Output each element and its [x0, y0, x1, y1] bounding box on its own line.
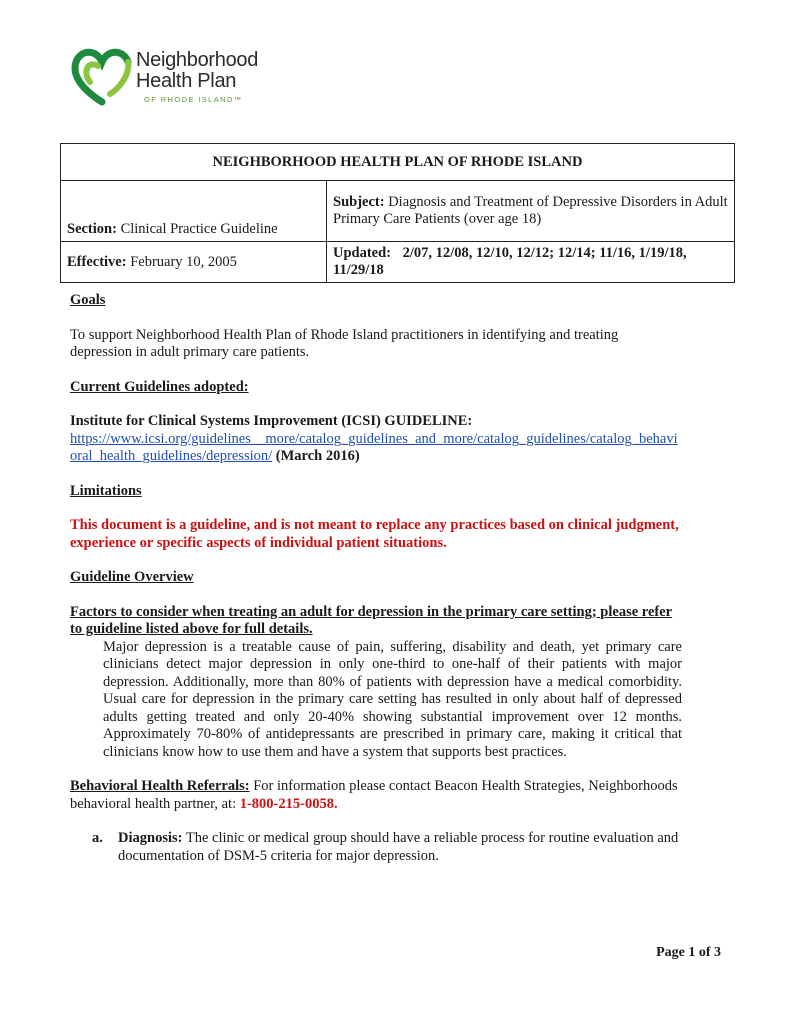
logo-name-line2: Health Plan: [136, 70, 237, 92]
referrals-text: For information please contact Beacon Health Strategies, Neighborhoods behavioral health partner, at:: [70, 778, 678, 812]
guideline-source: Institute for Clinical Systems Improvement (ICSI) GUIDELINE:: [70, 413, 473, 429]
overview-heading: Guideline Overview: [70, 569, 194, 585]
document-body: [70, 292, 682, 865]
referrals-heading: Behavioral Health Referrals:: [70, 778, 250, 794]
logo-name-line1: Neighborhood: [136, 49, 259, 71]
subject-value: Diagnosis and Treatment of Depressive Disorders in Adult Primary Care Patients (over age 18): [333, 194, 728, 227]
policy-header-table: [60, 143, 735, 283]
updated-cell: [327, 242, 735, 283]
referrals-paragraph: [70, 778, 682, 813]
section-value: Clinical Practice Guideline: [120, 221, 278, 237]
section-cell: [61, 181, 327, 242]
list-marker: a.: [92, 830, 103, 846]
factors-heading: Factors to consider when treating an adult for depression in the primary care setting; please refer to guideline listed above for full details.: [70, 603, 673, 637]
effective-label: Effective:: [67, 253, 127, 270]
subject-label: Subject:: [333, 194, 385, 210]
logo-heart-icon: [70, 44, 134, 108]
logo-subtitle: OF RHODE ISLAND™: [144, 95, 243, 104]
effective-value: February 10, 2005: [130, 253, 237, 270]
section-label: Section:: [67, 221, 117, 237]
list-item-label: Diagnosis:: [118, 830, 183, 846]
list-item-text: The clinic or medical group should have a reliable process for routine evaluation and documentation of DSM-5 criteria for major depression.: [118, 830, 679, 864]
subject-cell: [327, 181, 735, 242]
overview-paragraph: Major depression is a treatable cause of pain, suffering, disability and death, yet primary care clinicians detect major depression in only one-third to one-half of their patients with major depression. Additionally, more than 80% of patients with depression have a medical comorbidity. Usual care for depression in the primary care setting has resulted in only about half of depressed adults getting treated and only 20-40% showing substantial improvement over 12 months. Approximately 70-80% of antidepressants are prescribed in primary care, making it critical that clinicians know how to use them and have a system that supports best practices.: [103, 638, 682, 760]
guideline-date: (March 2016): [275, 448, 360, 464]
limitations-text: This document is a guideline, and is not meant to replace any practices based on clinical judgment, experience or specific aspects of individual patient situations.: [70, 517, 679, 551]
page-number: Page 1 of 3: [656, 945, 721, 960]
limitations-heading: Limitations: [70, 482, 142, 499]
updated-value: 2/07, 12/08, 12/10, 12/12; 12/14; 11/16, 1/19/18, 11/29/18: [333, 245, 687, 278]
referrals-phone: 1-800-215-0058.: [239, 795, 338, 812]
guidelines-heading: Current Guidelines adopted:: [70, 378, 249, 395]
org-title: NEIGHBORHOOD HEALTH PLAN OF RHODE ISLAND: [61, 144, 735, 181]
goals-heading: Goals: [70, 292, 106, 308]
updated-label: Updated:: [333, 245, 392, 261]
guideline-link[interactable]: https://www.icsi.org/guidelines__more/catalog_guidelines_and_more/catalog_guidelines/catalog_behavioral_health_guidelines/depression/: [70, 430, 678, 464]
nhp-logo: [70, 44, 310, 114]
effective-cell: [61, 242, 327, 283]
list-item: [92, 830, 682, 865]
goals-text: To support Neighborhood Health Plan of Rhode Island practitioners in identifying and treating depression in adult primary care patients.: [70, 326, 619, 360]
